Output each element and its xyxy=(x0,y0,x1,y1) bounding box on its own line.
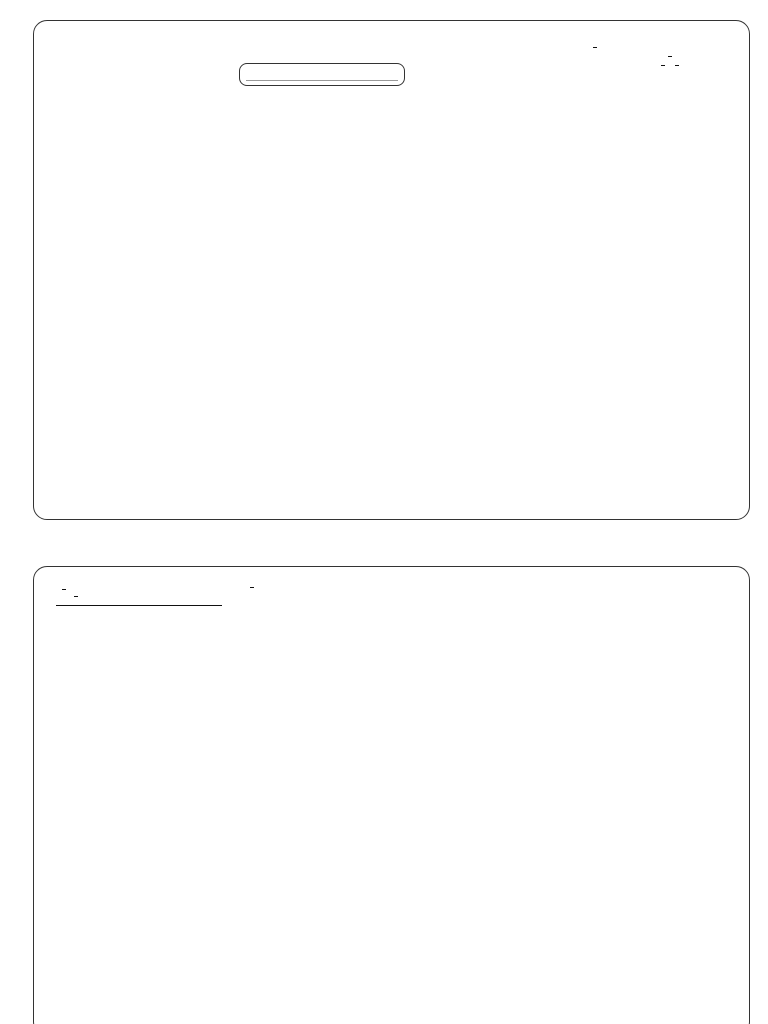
pa-numerator xyxy=(593,47,597,48)
answer-key-box xyxy=(239,63,405,86)
formula-fraction xyxy=(668,56,672,57)
page2-column-1 xyxy=(56,583,222,612)
pa-fraction xyxy=(593,47,597,48)
result-numerator-1 xyxy=(661,65,665,66)
formula-numerator xyxy=(668,56,672,57)
probability-formula xyxy=(587,56,747,57)
page1-column-3 xyxy=(414,37,580,47)
example-result xyxy=(587,65,747,66)
event-probability xyxy=(244,587,410,588)
worksheet-page-1 xyxy=(33,20,750,520)
worksheet-page-2 xyxy=(33,566,750,1024)
page1-column-4 xyxy=(587,37,747,70)
pa-fraction xyxy=(250,587,254,588)
result-numerator xyxy=(62,589,66,590)
question-2a-result xyxy=(56,589,222,590)
page2-column-3 xyxy=(417,583,583,594)
page1-column-2 xyxy=(239,37,405,86)
result-numerator-2 xyxy=(675,65,679,66)
result-fraction xyxy=(74,596,78,597)
result-fraction xyxy=(62,589,66,590)
pe-numerator xyxy=(56,605,222,606)
result-fraction-1 xyxy=(661,65,665,66)
result-numerator xyxy=(74,596,78,597)
probability-definition xyxy=(587,47,747,48)
question-2b-result xyxy=(56,596,222,597)
result-fraction-2 xyxy=(675,65,679,66)
answer-key-grid xyxy=(246,80,398,81)
page2-column-2 xyxy=(244,583,410,598)
pa-numerator xyxy=(250,587,254,588)
